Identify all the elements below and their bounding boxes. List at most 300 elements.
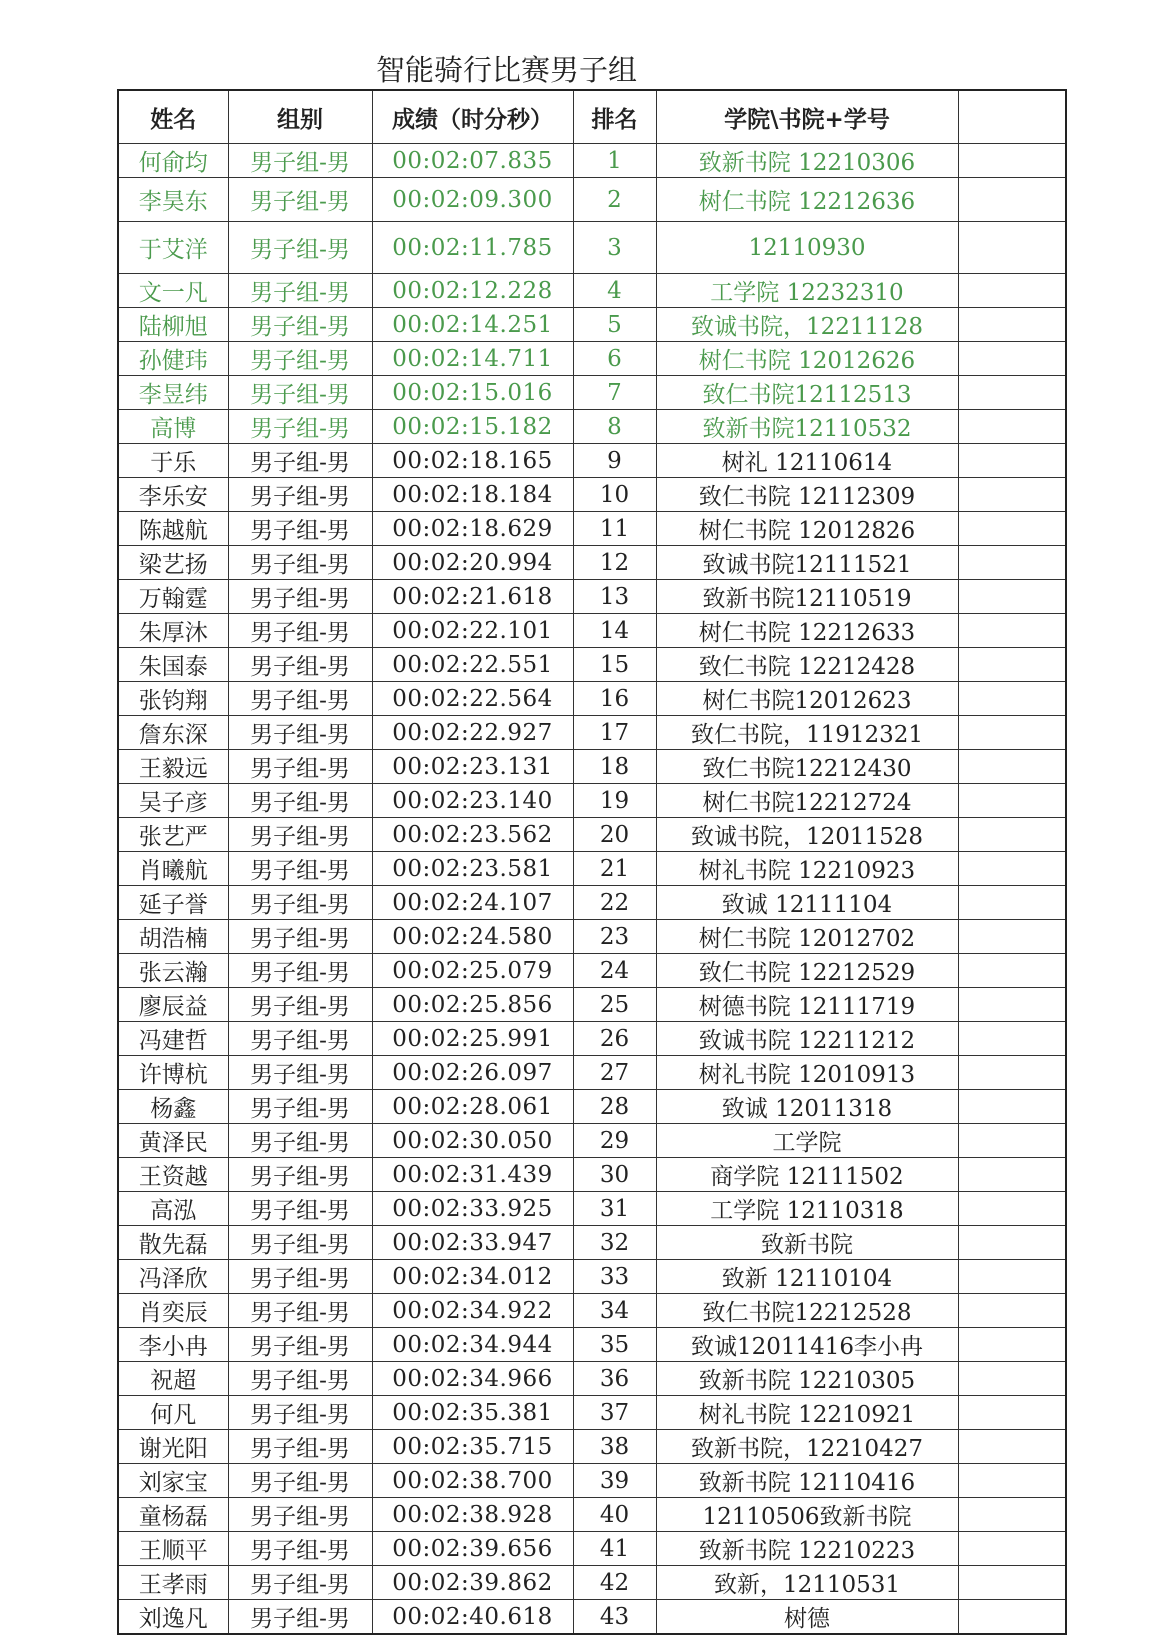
- table-row: [118, 1498, 1066, 1532]
- cell-rank: 6: [573, 342, 656, 376]
- table-row: [118, 1328, 1066, 1362]
- cell-group: 男子组-男: [228, 852, 372, 886]
- cell-blank: [958, 920, 1066, 954]
- cell-name: 文一凡: [118, 274, 228, 308]
- cell-group: 男子组-男: [228, 178, 372, 222]
- cell-name: 何俞均: [118, 144, 228, 178]
- cell-blank: [958, 682, 1066, 716]
- cell-rank: 13: [573, 580, 656, 614]
- cell-group: 男子组-男: [228, 580, 372, 614]
- cell-time: 00:02:38.928: [372, 1498, 573, 1532]
- cell-school: 致新书院 12110416: [656, 1464, 958, 1498]
- table-row: [118, 410, 1066, 444]
- cell-name: 张云瀚: [118, 954, 228, 988]
- cell-name: 李昱纬: [118, 376, 228, 410]
- cell-name: 李昊东: [118, 178, 228, 222]
- table-row: [118, 546, 1066, 580]
- table-row: [118, 478, 1066, 512]
- cell-school: 致新书院12110519: [656, 580, 958, 614]
- table-row: [118, 784, 1066, 818]
- cell-blank: [958, 1090, 1066, 1124]
- table-row: [118, 852, 1066, 886]
- cell-school: 致新书院，12210427: [656, 1430, 958, 1464]
- cell-blank: [958, 274, 1066, 308]
- cell-group: 男子组-男: [228, 1022, 372, 1056]
- cell-name: 廖辰益: [118, 988, 228, 1022]
- cell-rank: 36: [573, 1362, 656, 1396]
- table-row: [118, 1362, 1066, 1396]
- cell-group: 男子组-男: [228, 784, 372, 818]
- cell-time: 00:02:22.551: [372, 648, 573, 682]
- cell-group: 男子组-男: [228, 274, 372, 308]
- cell-group: 男子组-男: [228, 1192, 372, 1226]
- cell-blank: [958, 1294, 1066, 1328]
- cell-blank: [958, 1600, 1066, 1635]
- header-blank: [958, 90, 1066, 144]
- cell-school: 致新，12110531: [656, 1566, 958, 1600]
- cell-time: 00:02:15.182: [372, 410, 573, 444]
- cell-name: 梁艺扬: [118, 546, 228, 580]
- cell-school: 致诚12011416李小冉: [656, 1328, 958, 1362]
- cell-school: 树仁书院12212724: [656, 784, 958, 818]
- cell-blank: [958, 222, 1066, 274]
- cell-blank: [958, 1362, 1066, 1396]
- cell-group: 男子组-男: [228, 478, 372, 512]
- table-row: [118, 1600, 1066, 1635]
- cell-rank: 2: [573, 178, 656, 222]
- cell-group: 男子组-男: [228, 1430, 372, 1464]
- cell-blank: [958, 178, 1066, 222]
- cell-school: 致仁书院12112513: [656, 376, 958, 410]
- cell-group: 男子组-男: [228, 144, 372, 178]
- cell-time: 00:02:33.947: [372, 1226, 573, 1260]
- cell-blank: [958, 1566, 1066, 1600]
- cell-blank: [958, 144, 1066, 178]
- cell-school: 致新书院: [656, 1226, 958, 1260]
- cell-blank: [958, 308, 1066, 342]
- cell-school: 致仁书院 12112309: [656, 478, 958, 512]
- cell-group: 男子组-男: [228, 1226, 372, 1260]
- cell-blank: [958, 1226, 1066, 1260]
- cell-blank: [958, 1192, 1066, 1226]
- table-row: [118, 580, 1066, 614]
- cell-school: 致仁书院 12212428: [656, 648, 958, 682]
- cell-name: 陆柳旭: [118, 308, 228, 342]
- cell-school: 致诚书院12111521: [656, 546, 958, 580]
- cell-rank: 27: [573, 1056, 656, 1090]
- cell-group: 男子组-男: [228, 920, 372, 954]
- cell-name: 散先磊: [118, 1226, 228, 1260]
- cell-school: 12110506致新书院: [656, 1498, 958, 1532]
- table-row: [118, 648, 1066, 682]
- cell-rank: 15: [573, 648, 656, 682]
- cell-rank: 28: [573, 1090, 656, 1124]
- cell-school: 树仁书院 12012702: [656, 920, 958, 954]
- cell-time: 00:02:09.300: [372, 178, 573, 222]
- cell-time: 00:02:30.050: [372, 1124, 573, 1158]
- table-row: [118, 750, 1066, 784]
- cell-name: 祝超: [118, 1362, 228, 1396]
- cell-rank: 24: [573, 954, 656, 988]
- cell-rank: 26: [573, 1022, 656, 1056]
- cell-name: 高泓: [118, 1192, 228, 1226]
- cell-name: 李乐安: [118, 478, 228, 512]
- cell-time: 00:02:23.562: [372, 818, 573, 852]
- cell-school: 树仁书院 12012626: [656, 342, 958, 376]
- cell-name: 肖曦航: [118, 852, 228, 886]
- cell-name: 王资越: [118, 1158, 228, 1192]
- cell-name: 冯建哲: [118, 1022, 228, 1056]
- cell-group: 男子组-男: [228, 222, 372, 274]
- cell-rank: 1: [573, 144, 656, 178]
- cell-time: 00:02:18.629: [372, 512, 573, 546]
- table-row: [118, 178, 1066, 222]
- header-row: [118, 90, 1066, 144]
- cell-group: 男子组-男: [228, 308, 372, 342]
- table-row: [118, 988, 1066, 1022]
- cell-group: 男子组-男: [228, 682, 372, 716]
- cell-name: 许博杭: [118, 1056, 228, 1090]
- cell-rank: 32: [573, 1226, 656, 1260]
- cell-blank: [958, 512, 1066, 546]
- cell-name: 万翰霆: [118, 580, 228, 614]
- cell-time: 00:02:20.994: [372, 546, 573, 580]
- cell-rank: 31: [573, 1192, 656, 1226]
- cell-group: 男子组-男: [228, 818, 372, 852]
- cell-school: 致新书院 12210305: [656, 1362, 958, 1396]
- cell-rank: 9: [573, 444, 656, 478]
- cell-rank: 19: [573, 784, 656, 818]
- cell-blank: [958, 1022, 1066, 1056]
- cell-rank: 3: [573, 222, 656, 274]
- cell-rank: 22: [573, 886, 656, 920]
- cell-name: 王毅远: [118, 750, 228, 784]
- cell-rank: 4: [573, 274, 656, 308]
- cell-rank: 41: [573, 1532, 656, 1566]
- cell-school: 树仁书院12012623: [656, 682, 958, 716]
- cell-group: 男子组-男: [228, 512, 372, 546]
- cell-rank: 25: [573, 988, 656, 1022]
- cell-group: 男子组-男: [228, 1294, 372, 1328]
- table-row: [118, 1260, 1066, 1294]
- cell-school: 致诚书院，12011528: [656, 818, 958, 852]
- cell-blank: [958, 988, 1066, 1022]
- cell-rank: 33: [573, 1260, 656, 1294]
- cell-school: 致诚书院，12211128: [656, 308, 958, 342]
- cell-school: 树礼 12110614: [656, 444, 958, 478]
- cell-school: 工学院: [656, 1124, 958, 1158]
- cell-name: 谢光阳: [118, 1430, 228, 1464]
- cell-time: 00:02:34.966: [372, 1362, 573, 1396]
- table-row: [118, 886, 1066, 920]
- header-time: 成绩（时分秒）: [372, 90, 573, 144]
- cell-school: 致仁书院，11912321: [656, 716, 958, 750]
- cell-blank: [958, 1464, 1066, 1498]
- cell-group: 男子组-男: [228, 1328, 372, 1362]
- cell-rank: 18: [573, 750, 656, 784]
- cell-group: 男子组-男: [228, 954, 372, 988]
- table-row: [118, 1192, 1066, 1226]
- table-row: [118, 222, 1066, 274]
- cell-time: 00:02:33.925: [372, 1192, 573, 1226]
- cell-school: 致新 12110104: [656, 1260, 958, 1294]
- cell-rank: 39: [573, 1464, 656, 1498]
- cell-time: 00:02:23.140: [372, 784, 573, 818]
- cell-rank: 5: [573, 308, 656, 342]
- table-row: [118, 920, 1066, 954]
- cell-group: 男子组-男: [228, 648, 372, 682]
- cell-rank: 8: [573, 410, 656, 444]
- cell-school: 树仁书院 12212636: [656, 178, 958, 222]
- cell-name: 冯泽欣: [118, 1260, 228, 1294]
- cell-blank: [958, 1498, 1066, 1532]
- cell-school: 树德书院 12111719: [656, 988, 958, 1022]
- cell-rank: 40: [573, 1498, 656, 1532]
- cell-rank: 30: [573, 1158, 656, 1192]
- cell-rank: 42: [573, 1566, 656, 1600]
- cell-blank: [958, 1532, 1066, 1566]
- cell-rank: 38: [573, 1430, 656, 1464]
- cell-school: 12110930: [656, 222, 958, 274]
- cell-blank: [958, 954, 1066, 988]
- cell-name: 朱国泰: [118, 648, 228, 682]
- table-row: [118, 274, 1066, 308]
- table-row: [118, 1022, 1066, 1056]
- cell-rank: 37: [573, 1396, 656, 1430]
- table-row: [118, 1294, 1066, 1328]
- table-row: [118, 1566, 1066, 1600]
- table-row: [118, 1532, 1066, 1566]
- cell-group: 男子组-男: [228, 716, 372, 750]
- cell-group: 男子组-男: [228, 1600, 372, 1635]
- cell-group: 男子组-男: [228, 1532, 372, 1566]
- cell-blank: [958, 410, 1066, 444]
- cell-school: 树仁书院 12012826: [656, 512, 958, 546]
- cell-blank: [958, 886, 1066, 920]
- cell-blank: [958, 1430, 1066, 1464]
- cell-blank: [958, 1158, 1066, 1192]
- cell-time: 00:02:35.381: [372, 1396, 573, 1430]
- cell-blank: [958, 1396, 1066, 1430]
- cell-name: 延子誉: [118, 886, 228, 920]
- cell-rank: 23: [573, 920, 656, 954]
- cell-name: 何凡: [118, 1396, 228, 1430]
- table-row: [118, 614, 1066, 648]
- cell-school: 致新书院12110532: [656, 410, 958, 444]
- cell-time: 00:02:34.944: [372, 1328, 573, 1362]
- cell-name: 王孝雨: [118, 1566, 228, 1600]
- page-title: 智能骑行比赛男子组: [376, 53, 638, 87]
- cell-name: 孙健玮: [118, 342, 228, 376]
- cell-blank: [958, 342, 1066, 376]
- cell-group: 男子组-男: [228, 546, 372, 580]
- cell-time: 00:02:40.618: [372, 1600, 573, 1635]
- cell-time: 00:02:31.439: [372, 1158, 573, 1192]
- cell-name: 刘逸凡: [118, 1600, 228, 1635]
- cell-school: 树礼书院 12210923: [656, 852, 958, 886]
- cell-time: 00:02:26.097: [372, 1056, 573, 1090]
- cell-name: 张艺严: [118, 818, 228, 852]
- cell-school: 致诚书院 12211212: [656, 1022, 958, 1056]
- cell-blank: [958, 1260, 1066, 1294]
- cell-name: 王顺平: [118, 1532, 228, 1566]
- cell-group: 男子组-男: [228, 410, 372, 444]
- cell-blank: [958, 444, 1066, 478]
- cell-name: 胡浩楠: [118, 920, 228, 954]
- cell-time: 00:02:34.922: [372, 1294, 573, 1328]
- table-row: [118, 376, 1066, 410]
- cell-group: 男子组-男: [228, 342, 372, 376]
- cell-name: 肖奕辰: [118, 1294, 228, 1328]
- cell-school: 工学院 12232310: [656, 274, 958, 308]
- cell-school: 工学院 12110318: [656, 1192, 958, 1226]
- cell-time: 00:02:21.618: [372, 580, 573, 614]
- cell-blank: [958, 614, 1066, 648]
- cell-school: 树仁书院 12212633: [656, 614, 958, 648]
- cell-school: 致仁书院12212528: [656, 1294, 958, 1328]
- cell-group: 男子组-男: [228, 1260, 372, 1294]
- cell-time: 00:02:22.101: [372, 614, 573, 648]
- table-row: [118, 1464, 1066, 1498]
- cell-name: 李小冉: [118, 1328, 228, 1362]
- cell-group: 男子组-男: [228, 1498, 372, 1532]
- cell-school: 树礼书院 12210921: [656, 1396, 958, 1430]
- cell-time: 00:02:22.564: [372, 682, 573, 716]
- cell-name: 吴子彦: [118, 784, 228, 818]
- cell-name: 于乐: [118, 444, 228, 478]
- cell-time: 00:02:39.862: [372, 1566, 573, 1600]
- cell-group: 男子组-男: [228, 988, 372, 1022]
- table-row: [118, 1226, 1066, 1260]
- cell-school: 树礼书院 12010913: [656, 1056, 958, 1090]
- cell-rank: 14: [573, 614, 656, 648]
- cell-time: 00:02:25.079: [372, 954, 573, 988]
- cell-rank: 11: [573, 512, 656, 546]
- cell-group: 男子组-男: [228, 1362, 372, 1396]
- cell-rank: 35: [573, 1328, 656, 1362]
- cell-time: 00:02:12.228: [372, 274, 573, 308]
- cell-rank: 10: [573, 478, 656, 512]
- cell-time: 00:02:22.927: [372, 716, 573, 750]
- header-group: 组别: [228, 90, 372, 144]
- table-row: [118, 1158, 1066, 1192]
- cell-time: 00:02:23.131: [372, 750, 573, 784]
- cell-name: 童杨磊: [118, 1498, 228, 1532]
- cell-group: 男子组-男: [228, 376, 372, 410]
- cell-blank: [958, 1328, 1066, 1362]
- cell-time: 00:02:24.580: [372, 920, 573, 954]
- cell-group: 男子组-男: [228, 1090, 372, 1124]
- cell-name: 朱厚沐: [118, 614, 228, 648]
- header-name: 姓名: [118, 90, 228, 144]
- table-row: [118, 512, 1066, 546]
- header-school: 学院\书院+学号: [656, 90, 958, 144]
- cell-blank: [958, 716, 1066, 750]
- cell-blank: [958, 648, 1066, 682]
- cell-blank: [958, 784, 1066, 818]
- cell-name: 陈越航: [118, 512, 228, 546]
- cell-group: 男子组-男: [228, 886, 372, 920]
- table-row: [118, 1430, 1066, 1464]
- cell-school: 致仁书院12212430: [656, 750, 958, 784]
- cell-group: 男子组-男: [228, 1464, 372, 1498]
- cell-name: 黄泽民: [118, 1124, 228, 1158]
- cell-blank: [958, 852, 1066, 886]
- cell-time: 00:02:24.107: [372, 886, 573, 920]
- cell-blank: [958, 1056, 1066, 1090]
- table-row: [118, 1090, 1066, 1124]
- results-table: [117, 89, 1067, 1635]
- cell-school: 致诚 12011318: [656, 1090, 958, 1124]
- cell-rank: 7: [573, 376, 656, 410]
- cell-rank: 16: [573, 682, 656, 716]
- cell-time: 00:02:35.715: [372, 1430, 573, 1464]
- cell-school: 树德: [656, 1600, 958, 1635]
- cell-group: 男子组-男: [228, 1124, 372, 1158]
- cell-time: 00:02:28.061: [372, 1090, 573, 1124]
- cell-rank: 21: [573, 852, 656, 886]
- cell-blank: [958, 376, 1066, 410]
- cell-time: 00:02:38.700: [372, 1464, 573, 1498]
- cell-name: 张钧翔: [118, 682, 228, 716]
- cell-name: 杨鑫: [118, 1090, 228, 1124]
- table-row: [118, 144, 1066, 178]
- cell-time: 00:02:14.711: [372, 342, 573, 376]
- cell-time: 00:02:11.785: [372, 222, 573, 274]
- table-row: [118, 308, 1066, 342]
- cell-group: 男子组-男: [228, 444, 372, 478]
- table-row: [118, 682, 1066, 716]
- cell-time: 00:02:23.581: [372, 852, 573, 886]
- cell-time: 00:02:07.835: [372, 144, 573, 178]
- table-row: [118, 954, 1066, 988]
- cell-blank: [958, 1124, 1066, 1158]
- cell-school: 商学院 12111502: [656, 1158, 958, 1192]
- table-row: [118, 818, 1066, 852]
- cell-school: 致新书院 12210223: [656, 1532, 958, 1566]
- cell-school: 致诚 12111104: [656, 886, 958, 920]
- cell-time: 00:02:18.165: [372, 444, 573, 478]
- cell-rank: 20: [573, 818, 656, 852]
- table-row: [118, 444, 1066, 478]
- cell-group: 男子组-男: [228, 1396, 372, 1430]
- cell-name: 刘家宝: [118, 1464, 228, 1498]
- cell-school: 致仁书院 12212529: [656, 954, 958, 988]
- cell-group: 男子组-男: [228, 1158, 372, 1192]
- cell-time: 00:02:25.991: [372, 1022, 573, 1056]
- cell-rank: 17: [573, 716, 656, 750]
- cell-rank: 29: [573, 1124, 656, 1158]
- header-rank: 排名: [573, 90, 656, 144]
- cell-blank: [958, 546, 1066, 580]
- cell-blank: [958, 580, 1066, 614]
- cell-time: 00:02:15.016: [372, 376, 573, 410]
- cell-name: 于艾洋: [118, 222, 228, 274]
- cell-group: 男子组-男: [228, 1056, 372, 1090]
- cell-blank: [958, 478, 1066, 512]
- cell-rank: 12: [573, 546, 656, 580]
- cell-time: 00:02:14.251: [372, 308, 573, 342]
- cell-time: 00:02:34.012: [372, 1260, 573, 1294]
- table-row: [118, 1396, 1066, 1430]
- table-row: [118, 1056, 1066, 1090]
- cell-name: 高博: [118, 410, 228, 444]
- cell-blank: [958, 818, 1066, 852]
- cell-rank: 34: [573, 1294, 656, 1328]
- cell-group: 男子组-男: [228, 750, 372, 784]
- table-row: [118, 716, 1066, 750]
- cell-blank: [958, 750, 1066, 784]
